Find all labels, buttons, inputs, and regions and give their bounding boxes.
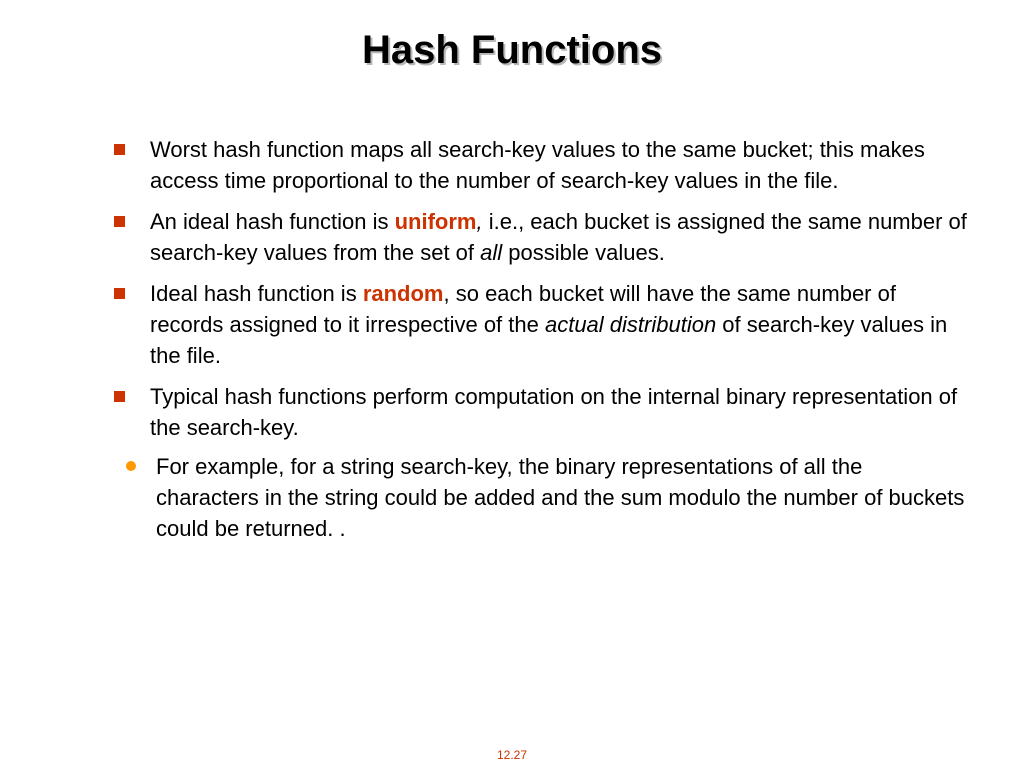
- bullet-text-end: of search-key values in the file.: [150, 312, 948, 368]
- italic-all: all: [480, 240, 503, 265]
- emphasis-uniform: uniform: [394, 209, 477, 234]
- bullet-text: Typical hash functions perform computation on the internal binary representation of the search-key.: [150, 384, 958, 440]
- bullet-item-3: [110, 278, 970, 371]
- bullet-text-start: Ideal hash function is: [150, 281, 363, 306]
- bullet-item-2: [110, 206, 970, 268]
- page-number: 12.27: [496, 748, 528, 762]
- bullet-item-1: [110, 134, 970, 196]
- bullet-text-middle: , so each bucket will have the same number of records assigned to it irrespective of the: [150, 281, 896, 337]
- italic-actual-distribution: actual distribution: [544, 312, 717, 337]
- bullet-item-4: [110, 381, 970, 544]
- bullet-text-start: An ideal hash function is: [150, 209, 395, 234]
- square-bullet-icon: [114, 216, 125, 227]
- bullet-list: [110, 134, 970, 554]
- bullet-text: Worst hash function maps all search-key values to the same bucket; this makes access time proportional to the number of search-key values in the file.: [150, 137, 925, 193]
- sub-bullet-text: For example, for a string search-key, the binary representations of all the characters in the string could be added and the sum modulo the number of buckets could be returned. .: [156, 454, 965, 541]
- sub-bullet-item-1: [110, 451, 970, 544]
- square-bullet-icon: [114, 288, 125, 299]
- bullet-text-end: possible values.: [502, 240, 665, 265]
- bullet-text-middle: i.e., each bucket is assigned the same number of search-key values from the set of: [150, 209, 967, 265]
- square-bullet-icon: [114, 144, 125, 155]
- bullet-text-comma: ,: [476, 209, 483, 234]
- slide-title: Hash Functions: [361, 28, 663, 72]
- square-bullet-icon: [114, 391, 125, 402]
- round-bullet-icon: [126, 461, 136, 471]
- emphasis-random: random: [362, 281, 444, 306]
